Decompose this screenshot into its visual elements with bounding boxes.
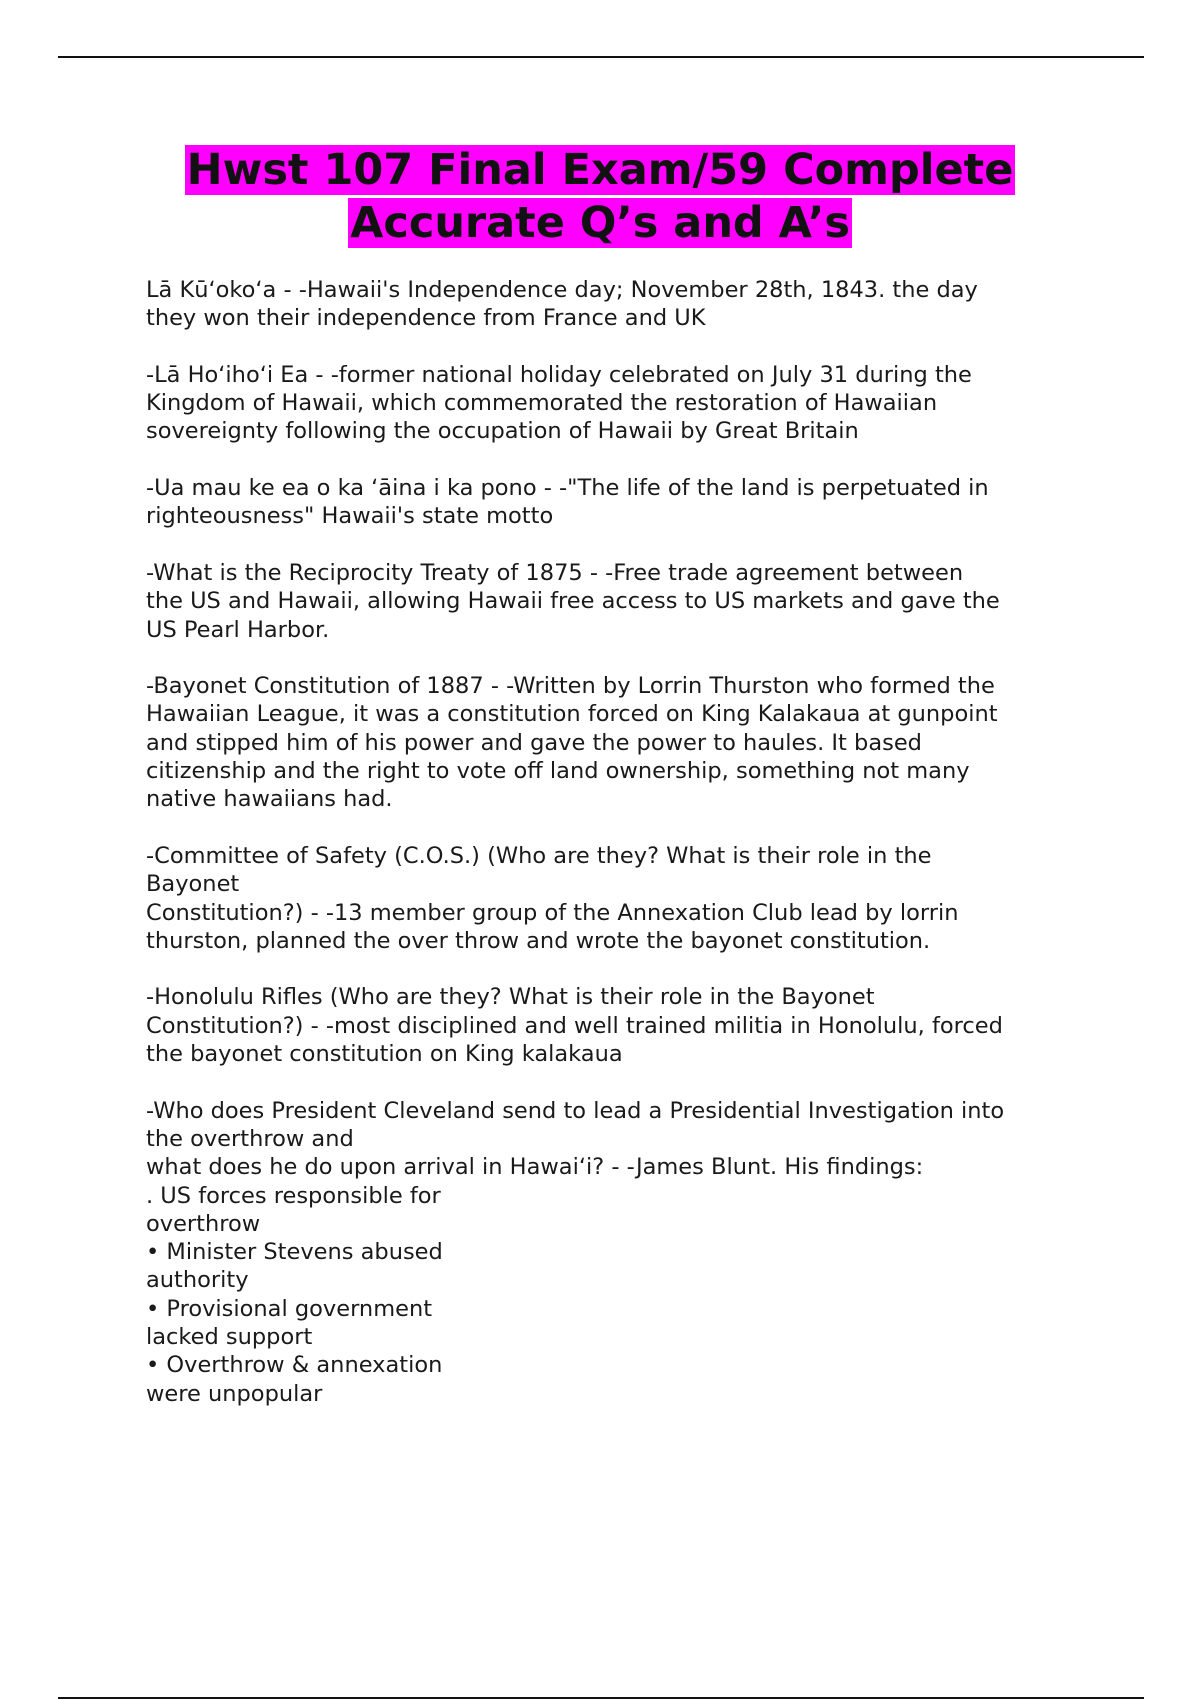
title-line-2: Accurate Q’s and A’s	[350, 198, 850, 248]
qa-entry-8: -Who does President Cleveland send to lead a Presidential Investigation into the overthrow and what does he do upon arrival in Hawaiʻi? - -James Blunt. His findings: . US forces responsible for overthrow • Minister Stevens abused authority • Provisional government lacked support • Overthrow & annexation were unpopular	[146, 1097, 1005, 1407]
qa-entry-7: -Honolulu Rifles (Who are they? What is their role in the Bayonet Constitution?) - -most disciplined and well trained militia in Honolulu, forced the bayonet constitution on King kalakaua	[146, 984, 1003, 1068]
qa-entry-3: -Ua mau ke ea o ka ʻāina i ka pono - -"The life of the land is perpetuated in righteousness" Hawaii's state motto	[146, 475, 989, 530]
qa-entry-1: Lā Kūʻokoʻa - -Hawaii's Independence day; November 28th, 1843. the day they won their independence from France and UK	[146, 277, 978, 332]
qa-entry-4: -What is the Reciprocity Treaty of 1875 - -Free trade agreement between the US and Hawaii, allowing Hawaii free access to US markets and gave the US Pearl Harbor.	[146, 559, 1000, 643]
title-line-1: Hwst 107 Final Exam/59 Complete	[186, 145, 1014, 195]
header-rule	[58, 56, 1144, 58]
qa-entry-2: -Lā Hoʻihoʻi Ea - -former national holiday celebrated on July 31 during the Kingdom of Hawaii, which commemorated the restoration of Hawaiian sovereignty following the occupation of Hawaii by Great Britain	[146, 361, 972, 445]
document-body	[146, 276, 1086, 1436]
footer-rule	[58, 1697, 1144, 1699]
qa-entry-5: -Bayonet Constitution of 1887 - -Written by Lorrin Thurston who formed the Hawaiian League, it was a constitution forced on King Kalakaua at gunpoint and stipped him of his power and gave the power to haules. It based citizenship and the right to vote off land ownership, something not many native hawaiians had.	[146, 673, 998, 813]
qa-entry-6: -Committee of Safety (C.O.S.) (Who are they? What is their role in the Bayonet Constitution?) - -13 member group of the Annexation Club lead by lorrin thurston, planned the over throw and wrote the bayonet constitution.	[146, 842, 959, 954]
document-title	[100, 144, 1100, 250]
